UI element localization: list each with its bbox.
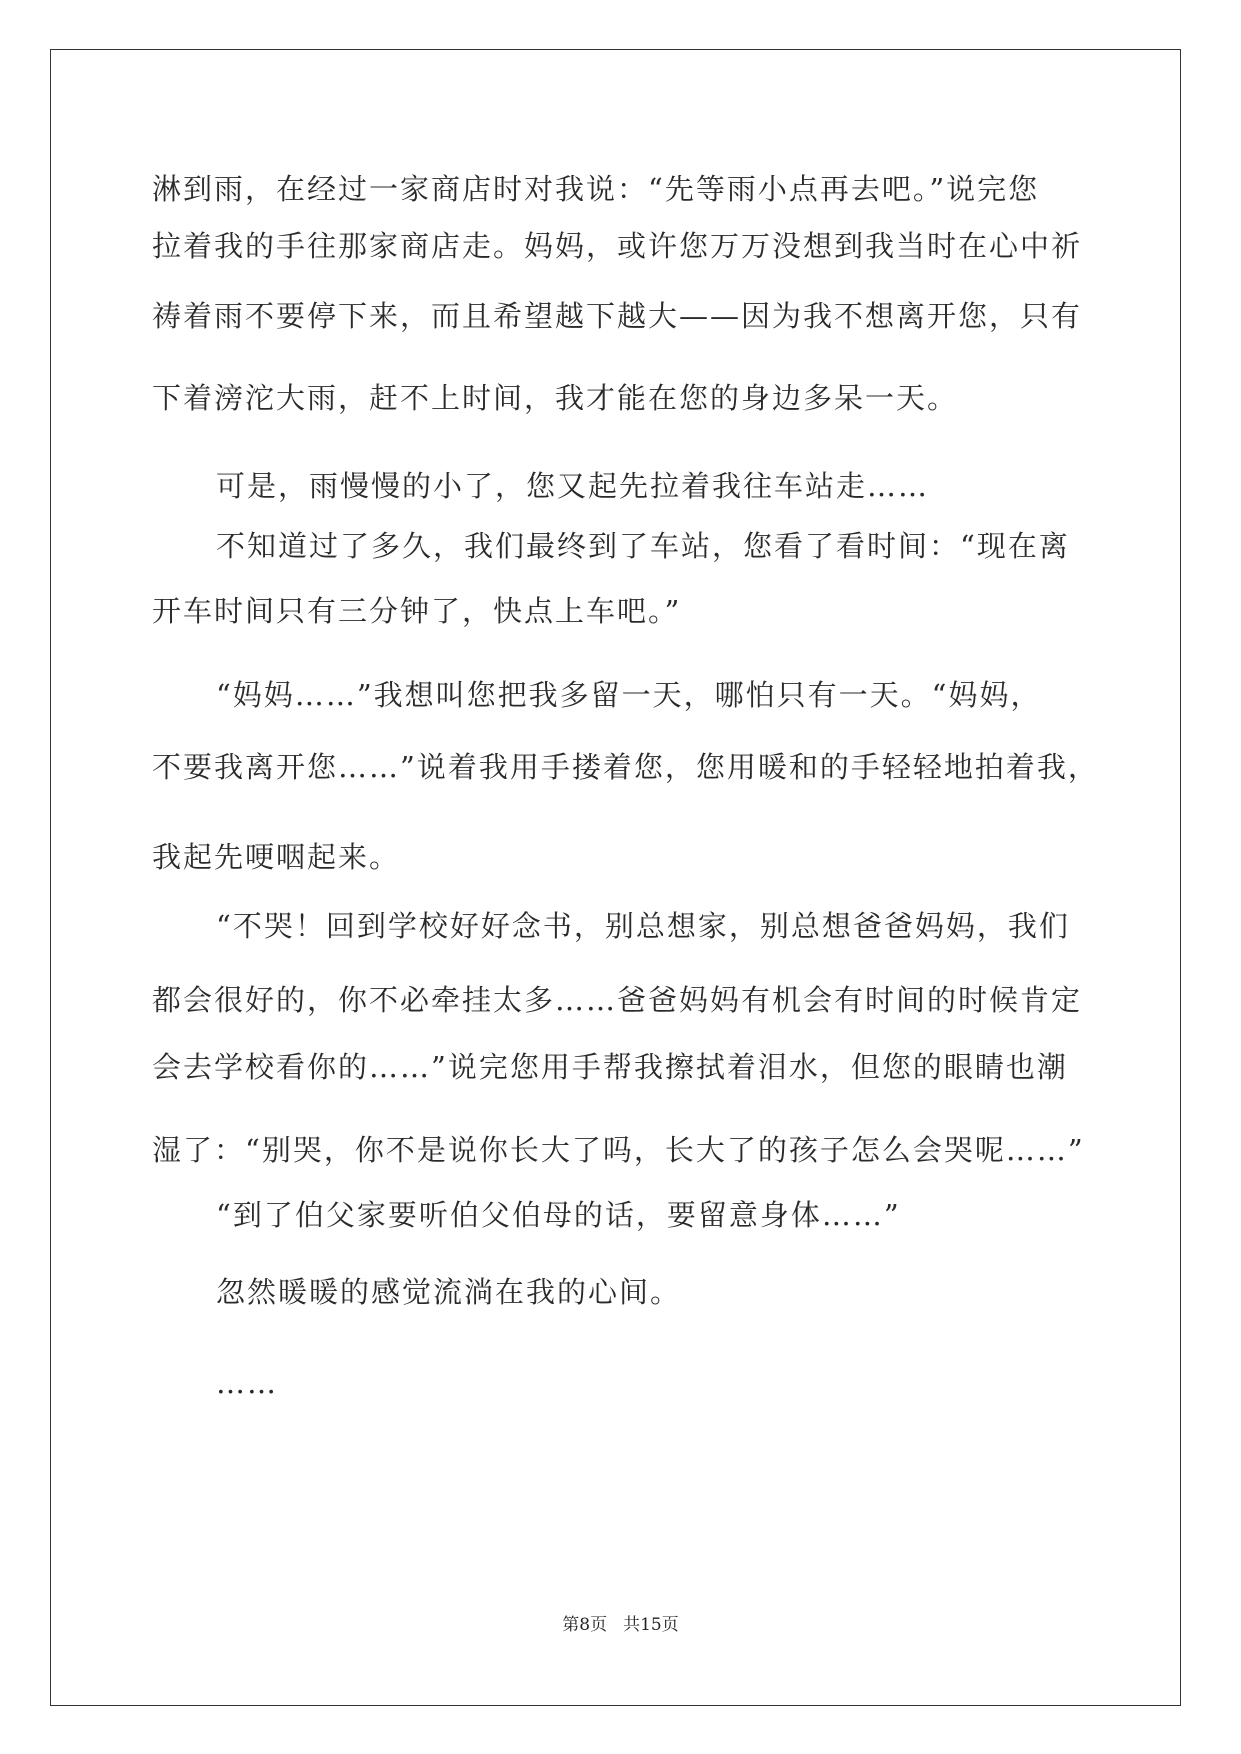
text-line: 我起先哽咽起来。 <box>152 840 401 874</box>
text-line: 祷着雨不要停下来，而且希望越下越大——因为我不想离开您，只有 <box>152 299 1083 333</box>
page-number: 第8页 <box>562 1615 608 1635</box>
text-line: …… <box>216 1366 278 1400</box>
text-line: 下着滂沱大雨，赶不上时间，我才能在您的身边多呆一天。 <box>152 381 959 415</box>
text-line: 拉着我的手往那家商店走。妈妈，或许您万万没想到我当时在心中祈 <box>152 229 1083 263</box>
text-line: 不知道过了多久，我们最终到了车站，您看了看时间：“现在离 <box>216 529 1070 563</box>
text-line: “到了伯父家要听伯父伯母的话，要留意身体……” <box>216 1198 901 1232</box>
text-line: “不哭！回到学校好好念书，别总想家，别总想爸爸妈妈，我们 <box>216 909 1070 943</box>
text-line: 湿了：“别哭，你不是说你长大了吗，长大了的孩子怎么会哭呢……” <box>152 1133 1085 1167</box>
text-line: 忽然暖暖的感觉流淌在我的心间。 <box>216 1275 682 1309</box>
text-line: 开车时间只有三分钟了，快点上车吧。” <box>152 594 682 628</box>
text-line: 不要我离开您……”说着我用手搂着您，您用暖和的手轻轻地拍着我， <box>152 750 1099 784</box>
page-footer <box>0 1613 1241 1637</box>
text-line: “妈妈……”我想叫您把我多留一天，哪怕只有一天。“妈妈， <box>216 678 1042 712</box>
text-line: 淋到雨，在经过一家商店时对我说：“先等雨小点再去吧。”说完您 <box>152 172 1040 206</box>
text-line: 都会很好的，你不必牵挂太多……爸爸妈妈有机会有时间的时候肯定 <box>152 983 1083 1017</box>
text-line: 可是，雨慢慢的小了，您又起先拉着我往车站走…… <box>216 469 930 503</box>
page-total: 共15页 <box>623 1615 679 1635</box>
text-line: 会去学校看你的……”说完您用手帮我擦拭着泪水，但您的眼睛也潮 <box>152 1050 1068 1084</box>
